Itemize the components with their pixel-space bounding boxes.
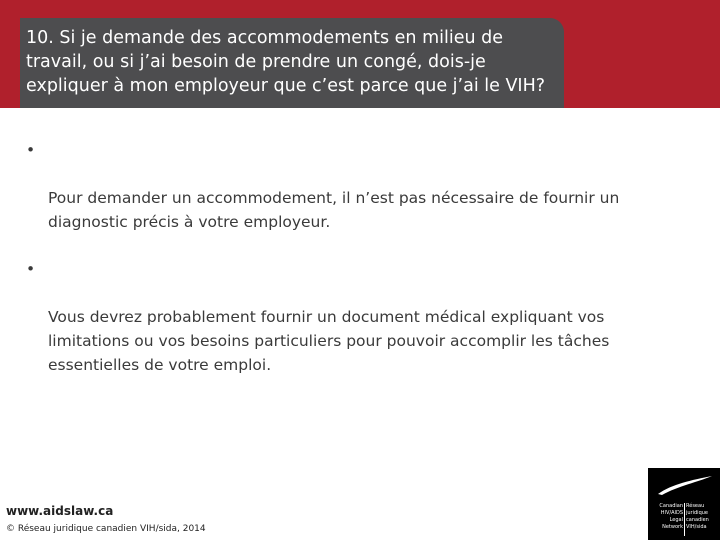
- logo-text-english: Canadian HIV/AIDS Legal Network: [659, 503, 683, 530]
- bullet-text: Vous devrez probablement fournir un document médical expliquant vos limitations ou vos besoins particuliers pour pouvoir accomplir les tâches essentielles de votre emploi.: [48, 308, 610, 374]
- logo-divider: [684, 503, 685, 536]
- bullet-marker: •: [26, 260, 36, 278]
- title-box: [20, 18, 564, 108]
- slide-title: 10. Si je demande des accommodements en milieu de travail, ou si j’ai besoin de prendre un congé, dois-je expliquer à mon employeur que c’est parce que j’ai le VIH?: [26, 28, 546, 96]
- footer-url[interactable]: www.aidslaw.ca: [6, 504, 114, 518]
- bullet-marker: •: [26, 141, 36, 159]
- bullet-text: Pour demander un accommodement, il n’est pas nécessaire de fournir un diagnostic précis à votre employeur.: [48, 189, 620, 231]
- bullet-item: [24, 138, 664, 234]
- organization-logo: [648, 468, 720, 540]
- footer-copyright: © Réseau juridique canadien VIH/sida, 2014: [6, 524, 206, 534]
- bullet-item: [24, 257, 664, 377]
- slide-content: [24, 138, 664, 400]
- logo-text-french: Réseau juridique canadien VIH/sida: [686, 503, 709, 530]
- swoosh-icon: [652, 472, 716, 498]
